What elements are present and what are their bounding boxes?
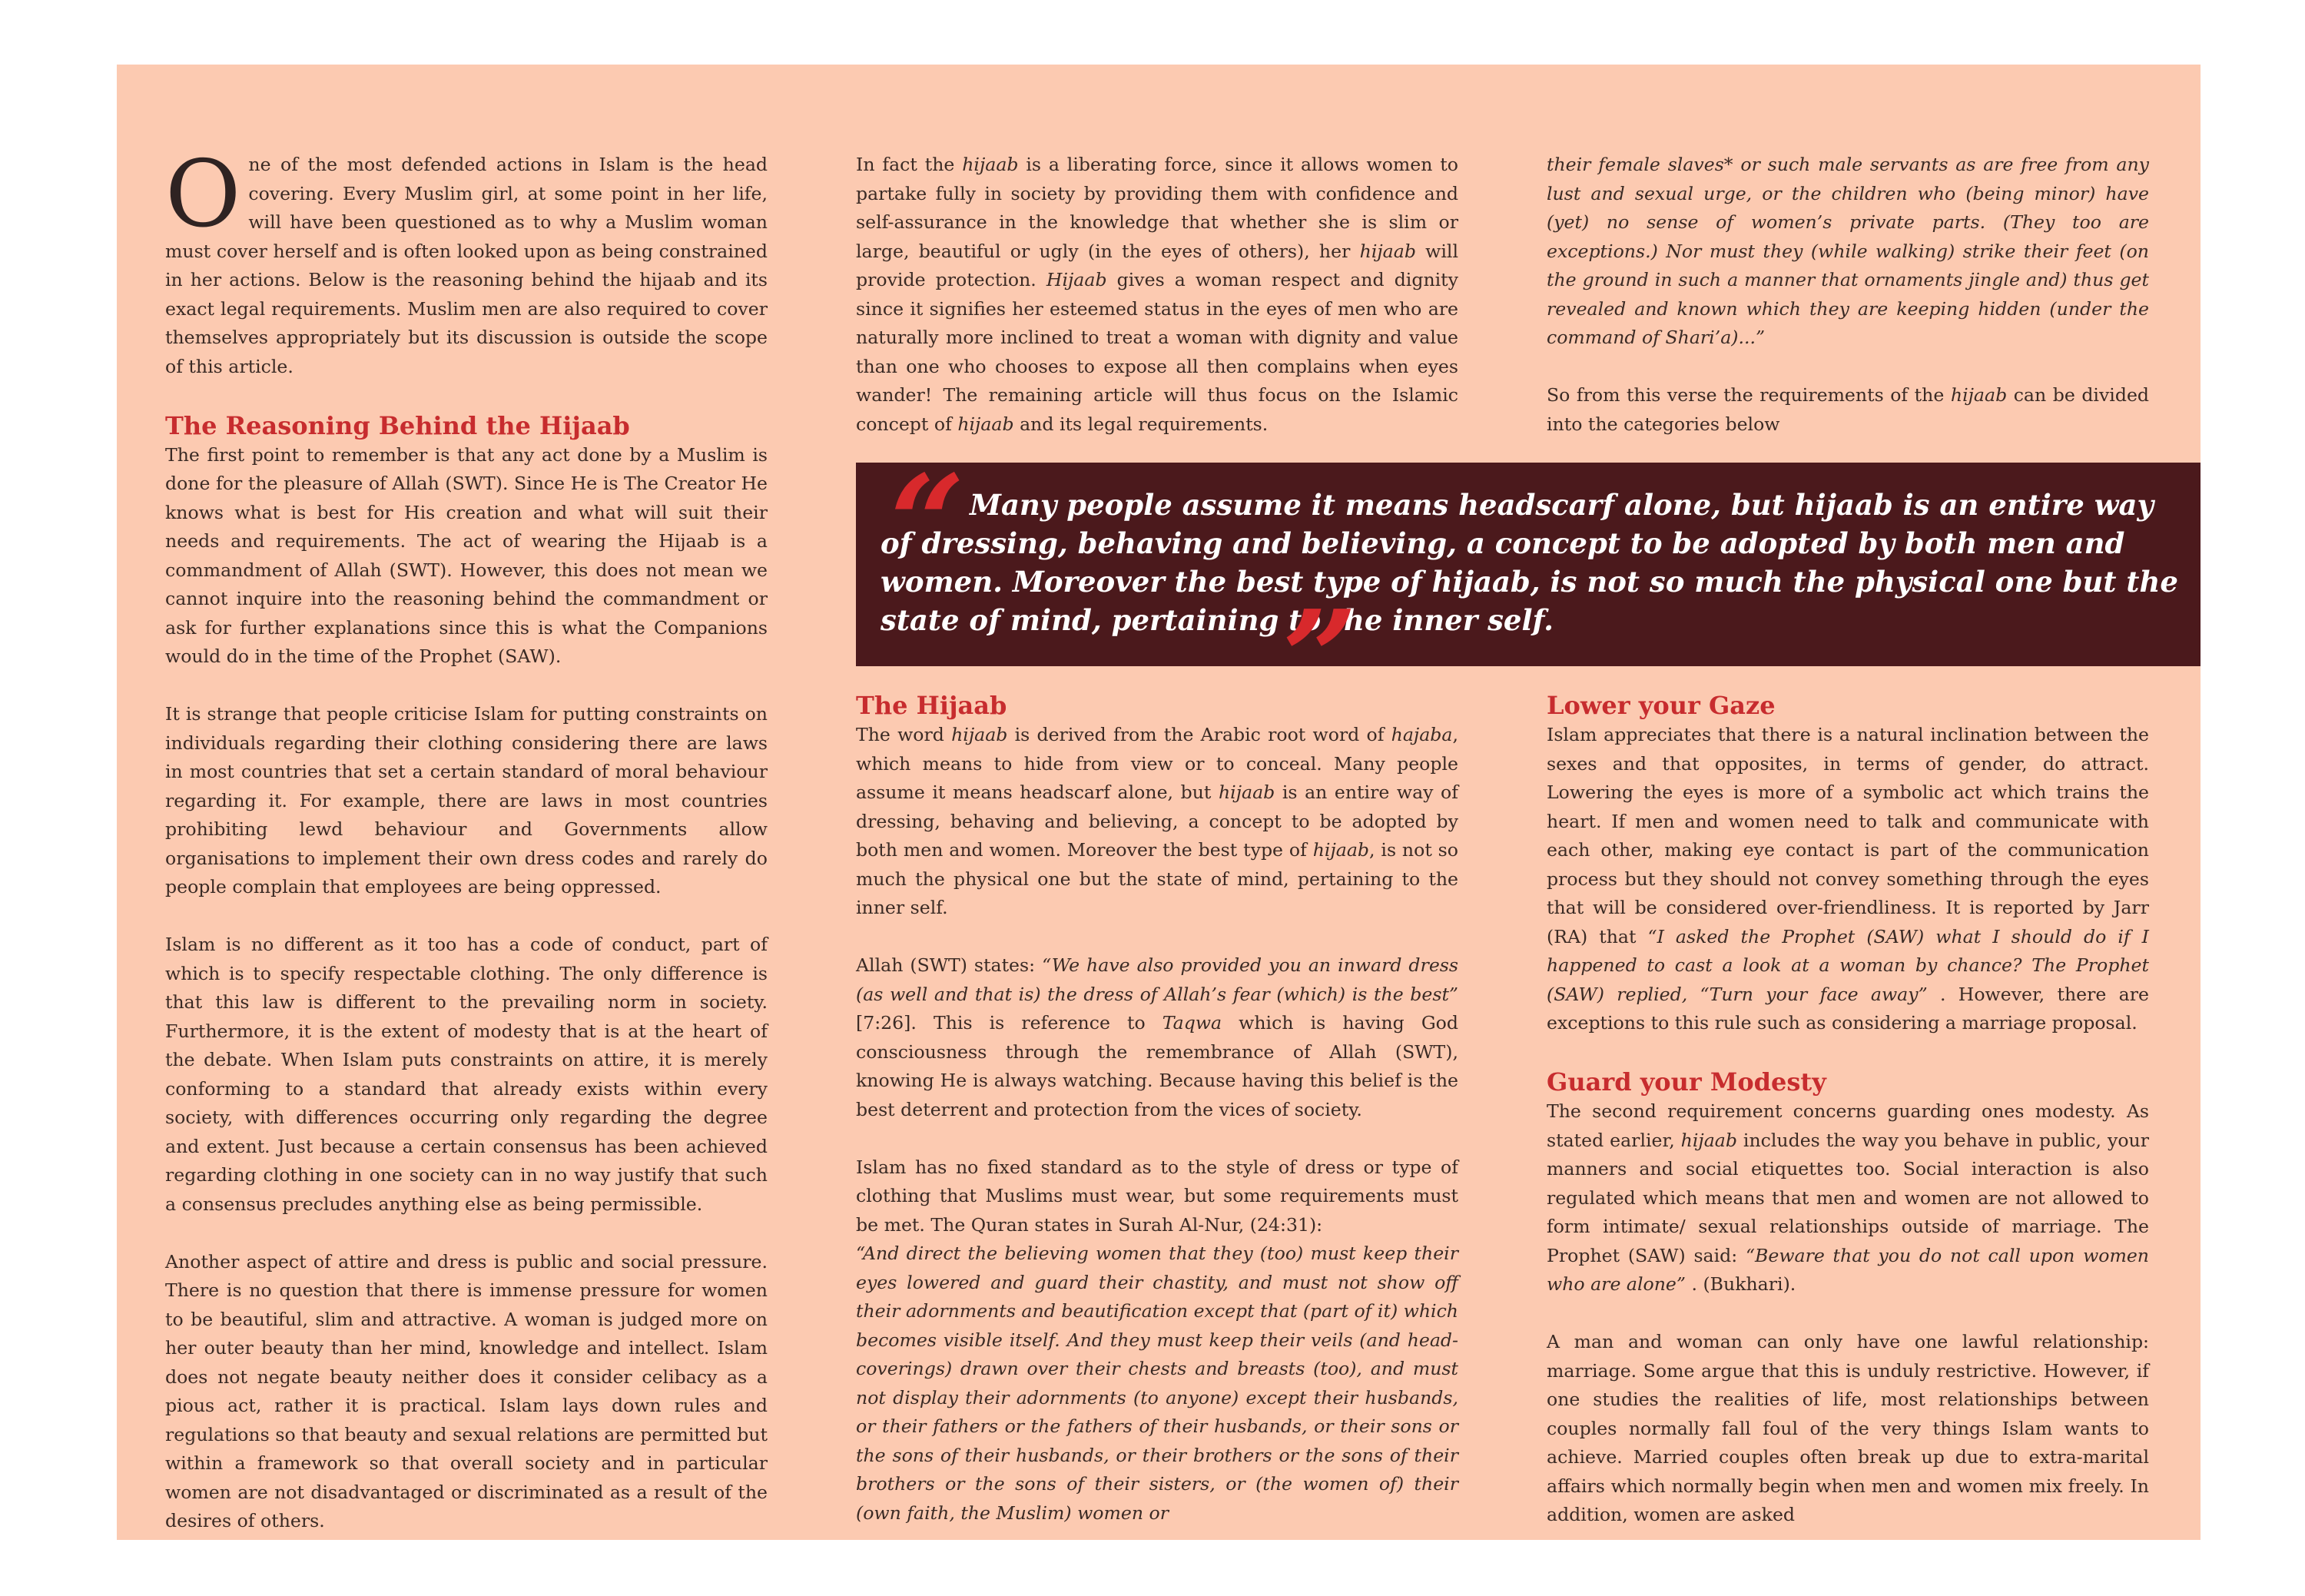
text-run: is a liberating force, since it allows women to partake fully in society by providing them with confidence and self-assurance in the knowledge that whether she is slim or large, beautiful or ugly (in the eyes of others), her bbox=[856, 154, 1458, 262]
hijaab-paragraph-1 bbox=[856, 721, 1458, 923]
text-run: Islam appreciates that there is a natural inclination between the sexes and that opposites, in terms of gender, do attract. Lowering the eyes is more of a symbolic act which trains the heart. If men and women need to talk and communicate with each other, making eye contact is part of the communication process but they should not convey something through the eyes that will be considered over-friendliness. It is reported by Jarr (RA) that bbox=[1547, 724, 2149, 947]
italic-run: “Beware that you do not call upon women who are alone” bbox=[1547, 1244, 2150, 1295]
italic-run: hijaab bbox=[1218, 781, 1275, 803]
text-run: The second requirement concerns guarding ones modesty. As stated earlier, bbox=[1547, 1100, 2149, 1151]
text-run: In fact the bbox=[856, 154, 963, 175]
gaze-paragraph bbox=[1547, 721, 2149, 1038]
italic-run: “I asked the Prophet (SAW) what I should do if I happened to cast a look at a woman by chance? The Prophet (SAW) replied, “Turn your face away” bbox=[1547, 925, 2149, 1005]
reasoning-paragraph-1: The first point to remember is that any act done by a Muslim is done for the pleasure of Allah (SWT). Since He is The Creator He knows what is best for His creation and what will suit their needs and requirements. The act of wearing the Hijaab is a commandment of Allah (SWT). However, this does not mean we cannot inquire into the reasoning behind the commandment or ask for further explanations since this is what the Companions would do in the time of the Prophet (SAW). bbox=[165, 443, 768, 667]
open-quote-mark: “ bbox=[890, 446, 965, 600]
hijaab-paragraph-3: Islam has no fixed standard as to the style of dress or type of clothing that Muslims must wear, but some requirements must be met. The Quran states in Surah Al-Nur, (24:31): bbox=[856, 1156, 1458, 1236]
italic-run: “We have also provided you an inward dress (as well and that is) the dress of Allah’s fear (which) is the best” bbox=[856, 954, 1458, 1005]
hijaab-paragraph-2 bbox=[856, 951, 1458, 1124]
text-run: gives a woman respect and dignity since it signifies her esteemed status in the eyes of men who are naturally more inclined to treat a woman with dignity and value than one who chooses to expose all then complains when eyes wander! The remaining article will thus focus on the Islamic concept of bbox=[856, 269, 1458, 435]
italic-run: hijaab bbox=[1359, 240, 1416, 262]
column-left bbox=[165, 141, 768, 1536]
italic-run: hijaab bbox=[1680, 1129, 1737, 1151]
hijaab-verse: “And direct the believing women that they (too) must keep their eyes lowered and guard their chastity, and must not show off their adornments and beautification except that (part of it) which becomes visible itself. And they must keep their veils (and head-coverings) drawn over their chests and breasts (too), and must not display their adornments (to anyone) except their husbands, or their fathers or the fathers of their husbands, or their sons or the sons of their husbands, or their brothers or the sons of their brothers or the sons of their sisters, or (the women of) their (own faith, the Muslim) women or bbox=[856, 1243, 1458, 1524]
italic-run: hajaba bbox=[1391, 724, 1453, 745]
italic-run: Taqwa bbox=[1162, 1012, 1222, 1034]
intro-paragraph bbox=[165, 141, 768, 381]
heading-hijaab: The Hijaab bbox=[856, 691, 1007, 720]
liberating-paragraph bbox=[856, 151, 1458, 439]
verse-summary bbox=[1547, 381, 2149, 439]
text-run: [7:26]. This is reference to bbox=[856, 1012, 1162, 1034]
modesty-paragraph-2: A man and woman can only have one lawful relationship: marriage. Some argue that this is unduly restrictive. However, if one studies the realities of life, most relationships between couples normally fall foul of the very things Islam wants to achieve. Married couples often break up due to extra-marital affairs which normally begin when men and women mix freely. In addition, women are asked bbox=[1547, 1331, 2149, 1525]
reasoning-paragraph-3: Islam is no different as it too has a code of conduct, part of which is to specify respectable clothing. The only difference is that this law is different to the prevailing norm in society. Furthermore, it is the extent of modesty that is at the heart of the debate. When Islam puts constraints on attire, it is merely conforming to a standard that already exists within every society, with differences occurring only regarding the degree and extent. Just because a certain consensus has been achieved regarding clothing in one society can in no way justify that such a consensus precludes anything else as being permissible. bbox=[165, 934, 768, 1215]
drop-cap: O bbox=[165, 141, 241, 248]
italic-run: hijaab bbox=[957, 413, 1014, 435]
text-run: So from this verse the requirements of the bbox=[1547, 384, 1951, 406]
text-run: is an entire way of dressing, behaving and believing, a concept to be adopted by both men and women. Moreover the best type of bbox=[856, 781, 1458, 861]
text-run: , which means to hide from view or to conceal. Many people assume it means headscarf alone, but bbox=[856, 724, 1458, 803]
pull-quote-body: Many people assume it means headscarf alone, but hijaab is an entire way of dressing, behaving and believing, a concept to be adopted by both men and women. Moreover the best type of hijaab, is not so much the physical one but the state of mind, pertaining to the inner self. bbox=[881, 488, 2178, 637]
text-run: . However, there are exceptions to this rule such as considering a marriage proposal. bbox=[1547, 983, 2149, 1034]
pull-quote-text bbox=[881, 486, 2179, 639]
italic-run: hijaab bbox=[962, 154, 1019, 175]
text-run: The word bbox=[856, 724, 952, 745]
heading-reasoning: The Reasoning Behind the Hijaab bbox=[165, 410, 630, 440]
italic-run: hijaab bbox=[1312, 839, 1370, 861]
text-run: which is having God consciousness through the remembrance of Allah (SWT), knowing He is always watching. Because having this belief is the best deterrent and protection from the vices of society. bbox=[856, 1012, 1458, 1120]
text-run: includes the way you behave in public, your manners and social etiquettes too. Social interaction is also regulated which means that men and women are not allowed to form intimate/ sexual relationships outside of marriage. The Prophet (SAW) said: bbox=[1547, 1129, 2150, 1266]
close-quote-mark: ” bbox=[1282, 582, 1358, 735]
reasoning-paragraph-4: Another aspect of attire and dress is public and social pressure. There is no question that there is immense pressure for women to be beautiful, slim and attractive. A woman is judged more on her outer beauty than her mind, knowledge and intellect. Islam does not negate beauty neither does it consider celibacy as a pious act, rather it is practical. Islam lays down rules and regulations so that beauty and sexual relations are permitted but within a framework so that overall society and in particular women are not disadvantaged or discriminated as a result of the desires of others. bbox=[165, 1250, 768, 1531]
heading-modesty: Guard your Modesty bbox=[1547, 1067, 1826, 1097]
text-run: Allah (SWT) states: bbox=[856, 954, 1043, 976]
column-right-bottom bbox=[1547, 690, 2149, 1530]
italic-run: Hijaab bbox=[1046, 269, 1107, 290]
verse-continuation: their female slaves* or such male servants as are free from any lust and sexual urge, or the children who (being minor) have (yet) no sense of women’s private parts. (They too are exceptions.) Nor must they (while walking) strike their feet (on the ground in such a manner that ornaments jingle and) thus get revealed and known which they are keeping hidden (under the command of Shari’a)...” bbox=[1547, 154, 2149, 348]
italic-run: hijaab bbox=[1950, 384, 2008, 406]
heading-gaze: Lower your Gaze bbox=[1547, 691, 1776, 720]
reasoning-paragraph-2: It is strange that people criticise Islam for putting constraints on individuals regarding their clothing considering there are laws in most countries that set a certain standard of moral behaviour regarding it. For example, there are laws in most countries prohibiting lewd behaviour and Governments allow organisations to implement their own dress codes and rarely do people complain that employees are being oppressed. bbox=[165, 703, 768, 898]
text-run: , is not so much the physical one but the state of mind, pertaining to the inner self. bbox=[856, 839, 1458, 918]
text-run: is derived from the Arabic root word of bbox=[1007, 724, 1391, 745]
text-run: will provide protection. bbox=[856, 240, 1458, 290]
column-middle-top bbox=[856, 151, 1458, 439]
text-run: and its legal requirements. bbox=[1013, 413, 1269, 435]
italic-run: hijaab bbox=[951, 724, 1008, 745]
intro-text: ne of the most defended actions in Islam is the head covering. Every Muslim girl, at some point in her life, will have been questioned as to why a Muslim woman must cover herself and is often looked upon as being constrained in her actions. Below is the reasoning behind the hijaab and its exact legal requirements. Muslim men are also required to cover themselves appropriately but its discussion is outside the scope of this article. bbox=[165, 154, 768, 377]
column-middle-bottom bbox=[856, 690, 1458, 1528]
column-right-top bbox=[1547, 151, 2149, 439]
modesty-paragraph-1 bbox=[1547, 1097, 2149, 1299]
text-run: . (Bukhari). bbox=[1685, 1273, 1796, 1295]
text-run: can be divided into the categories below bbox=[1547, 384, 2150, 435]
